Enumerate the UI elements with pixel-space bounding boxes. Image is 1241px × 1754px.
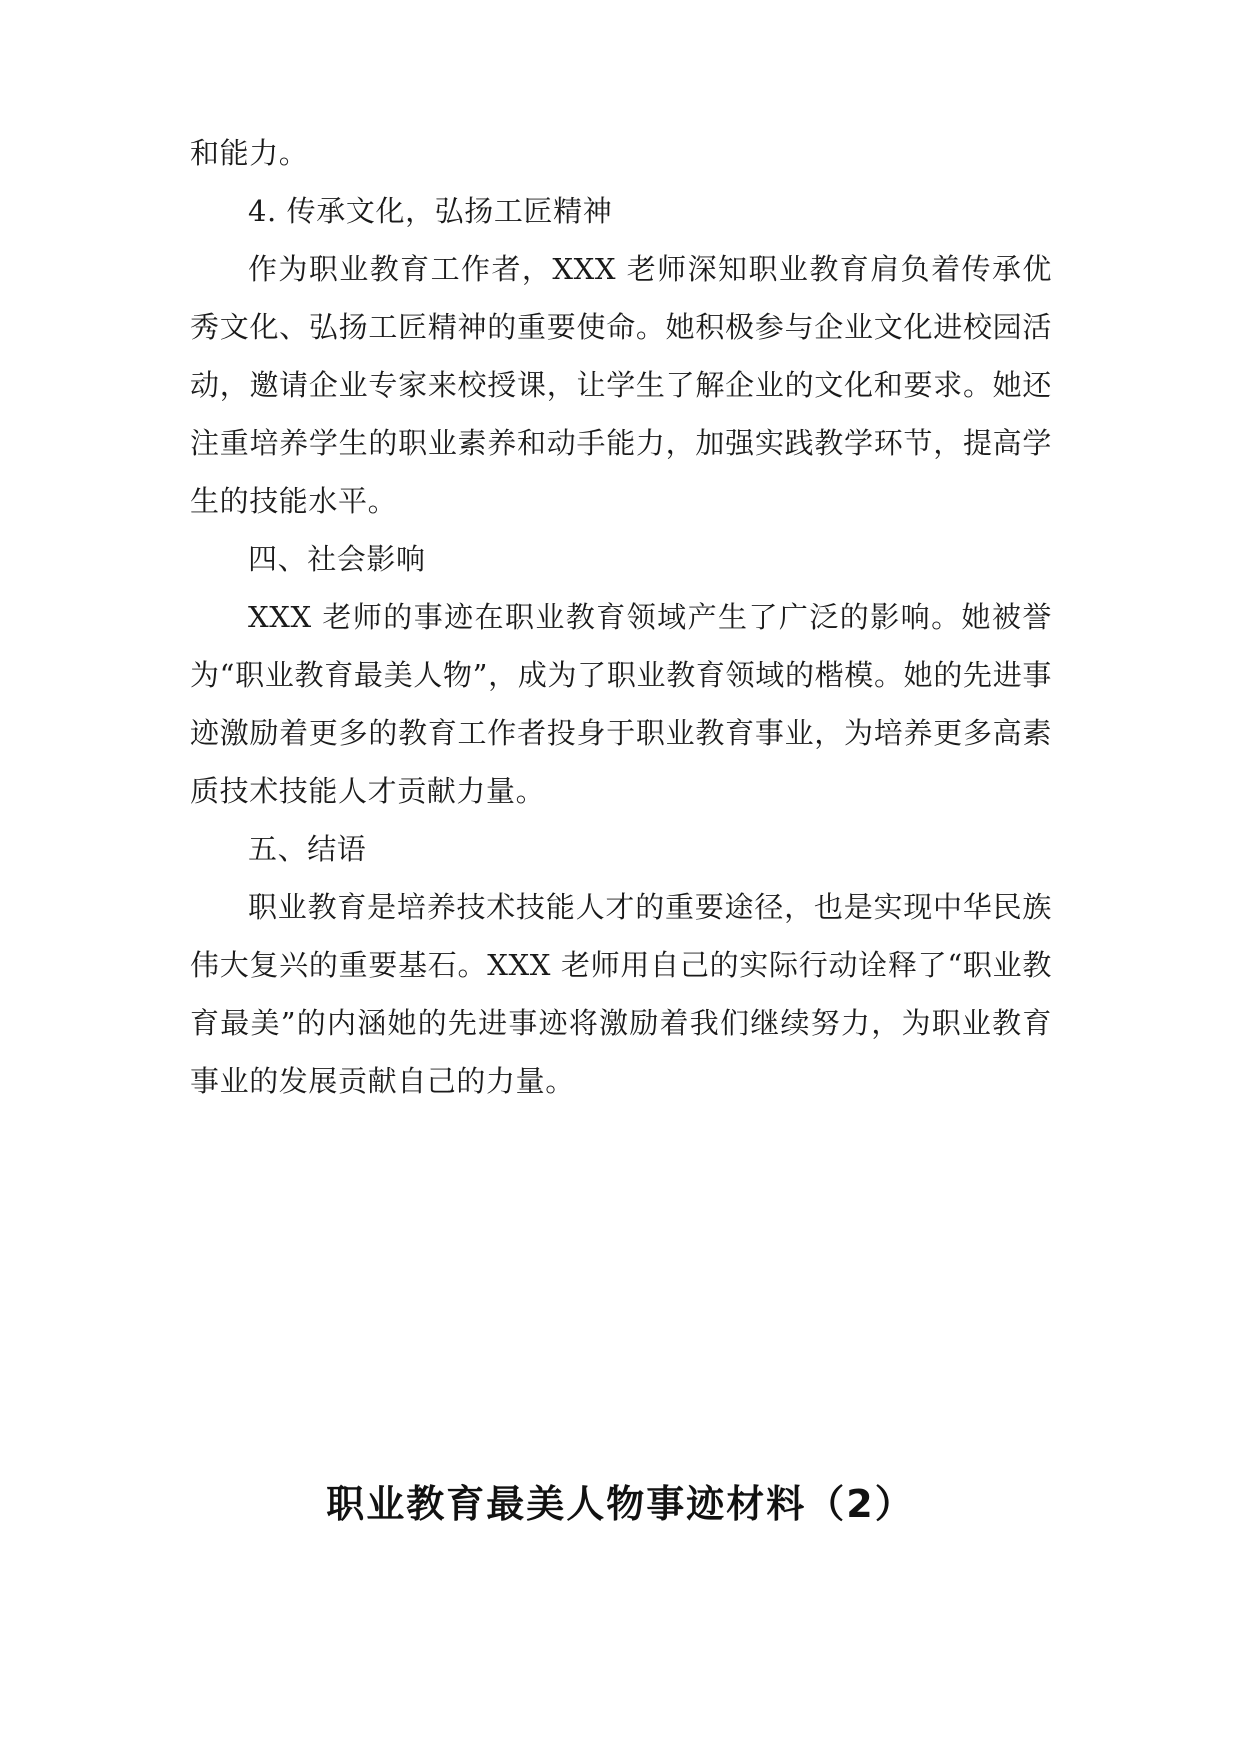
body-text [190, 124, 1052, 1110]
section-heading-social-impact: 四、社会影响 [248, 542, 426, 576]
section-heading-conclusion: 五、结语 [248, 832, 367, 866]
section-title: 职业教育最美人物事迹材料（2） [326, 1482, 915, 1526]
subheading-4: 4. 传承文化，弘扬工匠精神 [248, 194, 613, 228]
paragraph-continuation: 和能力。 [190, 136, 309, 170]
paragraph-culture: 作为职业教育工作者，XXX 老师深知职业教育肩负着传承优秀文化、弘扬工匠精神的重要使命。她积极参与企业文化进校园活动，邀请企业专家来校授课，让学生了解企业的文化和要求。她还注重培养学生的职业素养和动手能力，加强实践教学环节，提高学生的技能水平。 [190, 252, 1052, 518]
paragraph-conclusion: 职业教育是培养技术技能人才的重要途径，也是实现中华民族伟大复兴的重要基石。XXX 老师用自己的实际行动诠释了“职业教育最美”的内涵她的先进事迹将激励着我们继续努力，为职业教育事业的发展贡献自己的力量。 [190, 890, 1052, 1098]
paragraph-social-impact: XXX 老师的事迹在职业教育领域产生了广泛的影响。她被誉为“职业教育最美人物”，成为了职业教育领域的楷模。她的先进事迹激励着更多的教育工作者投身于职业教育事业，为培养更多高素质技术技能人才贡献力量。 [190, 600, 1052, 808]
